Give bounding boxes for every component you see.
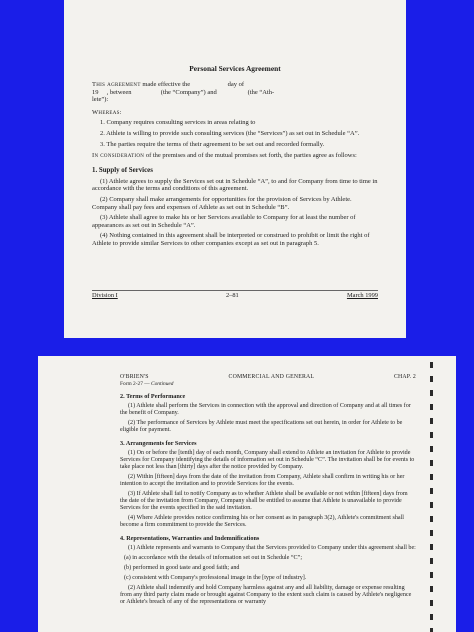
section-4-para-1: (1) Athlete represents and warrants to Company that the Services provided to Company under this agreement shall be: (128, 545, 416, 551)
footer-division: Division I (92, 292, 118, 299)
section-2-heading: 2. Terms of Performance (120, 393, 186, 400)
footer-rule (92, 290, 378, 291)
section-3-heading: 3. Arrangements for Services (120, 440, 197, 447)
agreement-title: Personal Services Agreement (189, 64, 281, 73)
section-4-item-a: (a) in accordance with the details of information set out in Schedule “C”; (124, 555, 303, 561)
whereas-label: Whereas: (92, 108, 122, 116)
section-4-item-c: (c) consistent with Company's professional image in the [type of industry]. (124, 575, 307, 581)
page-footer (92, 292, 378, 299)
consideration-text: of the premises and of the mutual promises set forth, the parties agree as follows: (144, 152, 357, 160)
document-page-lower (38, 356, 456, 632)
section-2-para-1: (1) Athlete shall perform the Services in connection with the approval and direction of Company and at all times for the benefit of Company. (120, 403, 411, 416)
section-2-para-2: (2) The performance of Services by Athlete must meet the specifications set out herein, in order for Athlete to be eligible for payment. (120, 420, 403, 433)
section-3-para-4: (4) Where Athlete provides notice confirming his or her consent as in paragraph 3(2), Athlete's commitment shall become a firm commitment to provide the Services. (120, 515, 404, 528)
intro-line-b: 19 , between (the “Company”) and (the “Ath- (92, 88, 275, 96)
section-1-para-4: (4) Nothing contained in this agreement shall be interpreted or construed to prohibit or limit the right of Athlete to provide similar Services to other companies except as set out in paragraph 5. (92, 232, 370, 247)
page-gap (0, 338, 474, 356)
running-header (120, 374, 416, 380)
recital-3: 3. The parties require the terms of their agreement to be set out and recorded formally. (100, 140, 325, 148)
form-label: Form 2-27 (120, 381, 143, 387)
section-1-para-1: (1) Athlete agrees to supply the Services set out in Schedule “A”, to and for Company from time to time in accordance with the terms and conditions of this agreement. (92, 177, 378, 193)
section-1-para-2: (2) Company shall make arrangements for opportunities for the provision of Services by Athlete. Company shall pay fees and expenses of Athlete as set out in Schedule “B”. (92, 195, 352, 211)
background-strip (456, 356, 474, 632)
intro-small-caps: This agreement (92, 81, 141, 88)
form-continued: Continued (151, 381, 174, 387)
section-1-para-3: (3) Athlete shall agree to make his or her Services available to Company for at least the number of appearances as set out in Schedule “A”. (92, 214, 356, 229)
recital-1: 1. Company requires consulting services in areas relating to (100, 119, 256, 127)
running-header-right: CHAP. 2 (393, 374, 416, 380)
intro-line-c: lete”): (92, 96, 109, 104)
footer-date: March 1999 (346, 292, 378, 299)
consideration-paragraph (92, 152, 378, 160)
section-3-para-2: (2) Within [fifteen] days from the date of the invitation from Company, Athlete shall confirm in writing his or her intention to accept the invitation and to provide Services for the events. (120, 474, 405, 487)
form-note: Form 2-27 — Continued (120, 381, 174, 387)
section-4-para-2: (2) Athlete shall indemnify and hold Company harmless against any and all liability, damage or expense resulting from any third party claim made or brought against Company to the extent such claim is caused by Athlete's negligence or Athlete's breach of any of the representations or warranty (120, 585, 412, 605)
section-1-heading: 1. Supply of Services (92, 166, 153, 174)
intro-paragraph (92, 81, 378, 104)
consideration-small-caps: In consideration (92, 152, 145, 160)
binding-perforation (430, 362, 433, 632)
document-page-upper (64, 0, 406, 338)
section-4-item-b: (b) performed in good taste and good faith; and (124, 565, 240, 571)
running-header-center: COMMERCIAL AND GENERAL (228, 374, 315, 380)
section-3-para-3: (3) If Athlete shall fail to notify Company as to whether Athlete shall be available or not within [fifteen] days from the date of the invitation from Company, Company shall be entitled to assume that Athlete is unavailable to provide Services for the events specified in the said invitation. (120, 491, 408, 511)
running-header-left: O'BRIEN'S (120, 374, 149, 380)
recital-2: 2. Athlete is willing to provide such consulting services (the “Services”) as set out in Schedule “A”. (100, 129, 360, 137)
footer-page-number: 2–81 (225, 292, 239, 299)
intro-line-a: made effective the day of (140, 81, 244, 88)
section-3-para-1: (1) On or before the [tenth] day of each month, Company shall extend to Athlete an invitation for Athlete to provide Services for Company identifying the details of information set out in Schedule “C”. The invitation shall be for events to take place not less than [thirty] days after the notice provided by Company. (120, 450, 415, 470)
section-4-heading: 4. Representations, Warranties and Indemnifications (120, 535, 260, 542)
